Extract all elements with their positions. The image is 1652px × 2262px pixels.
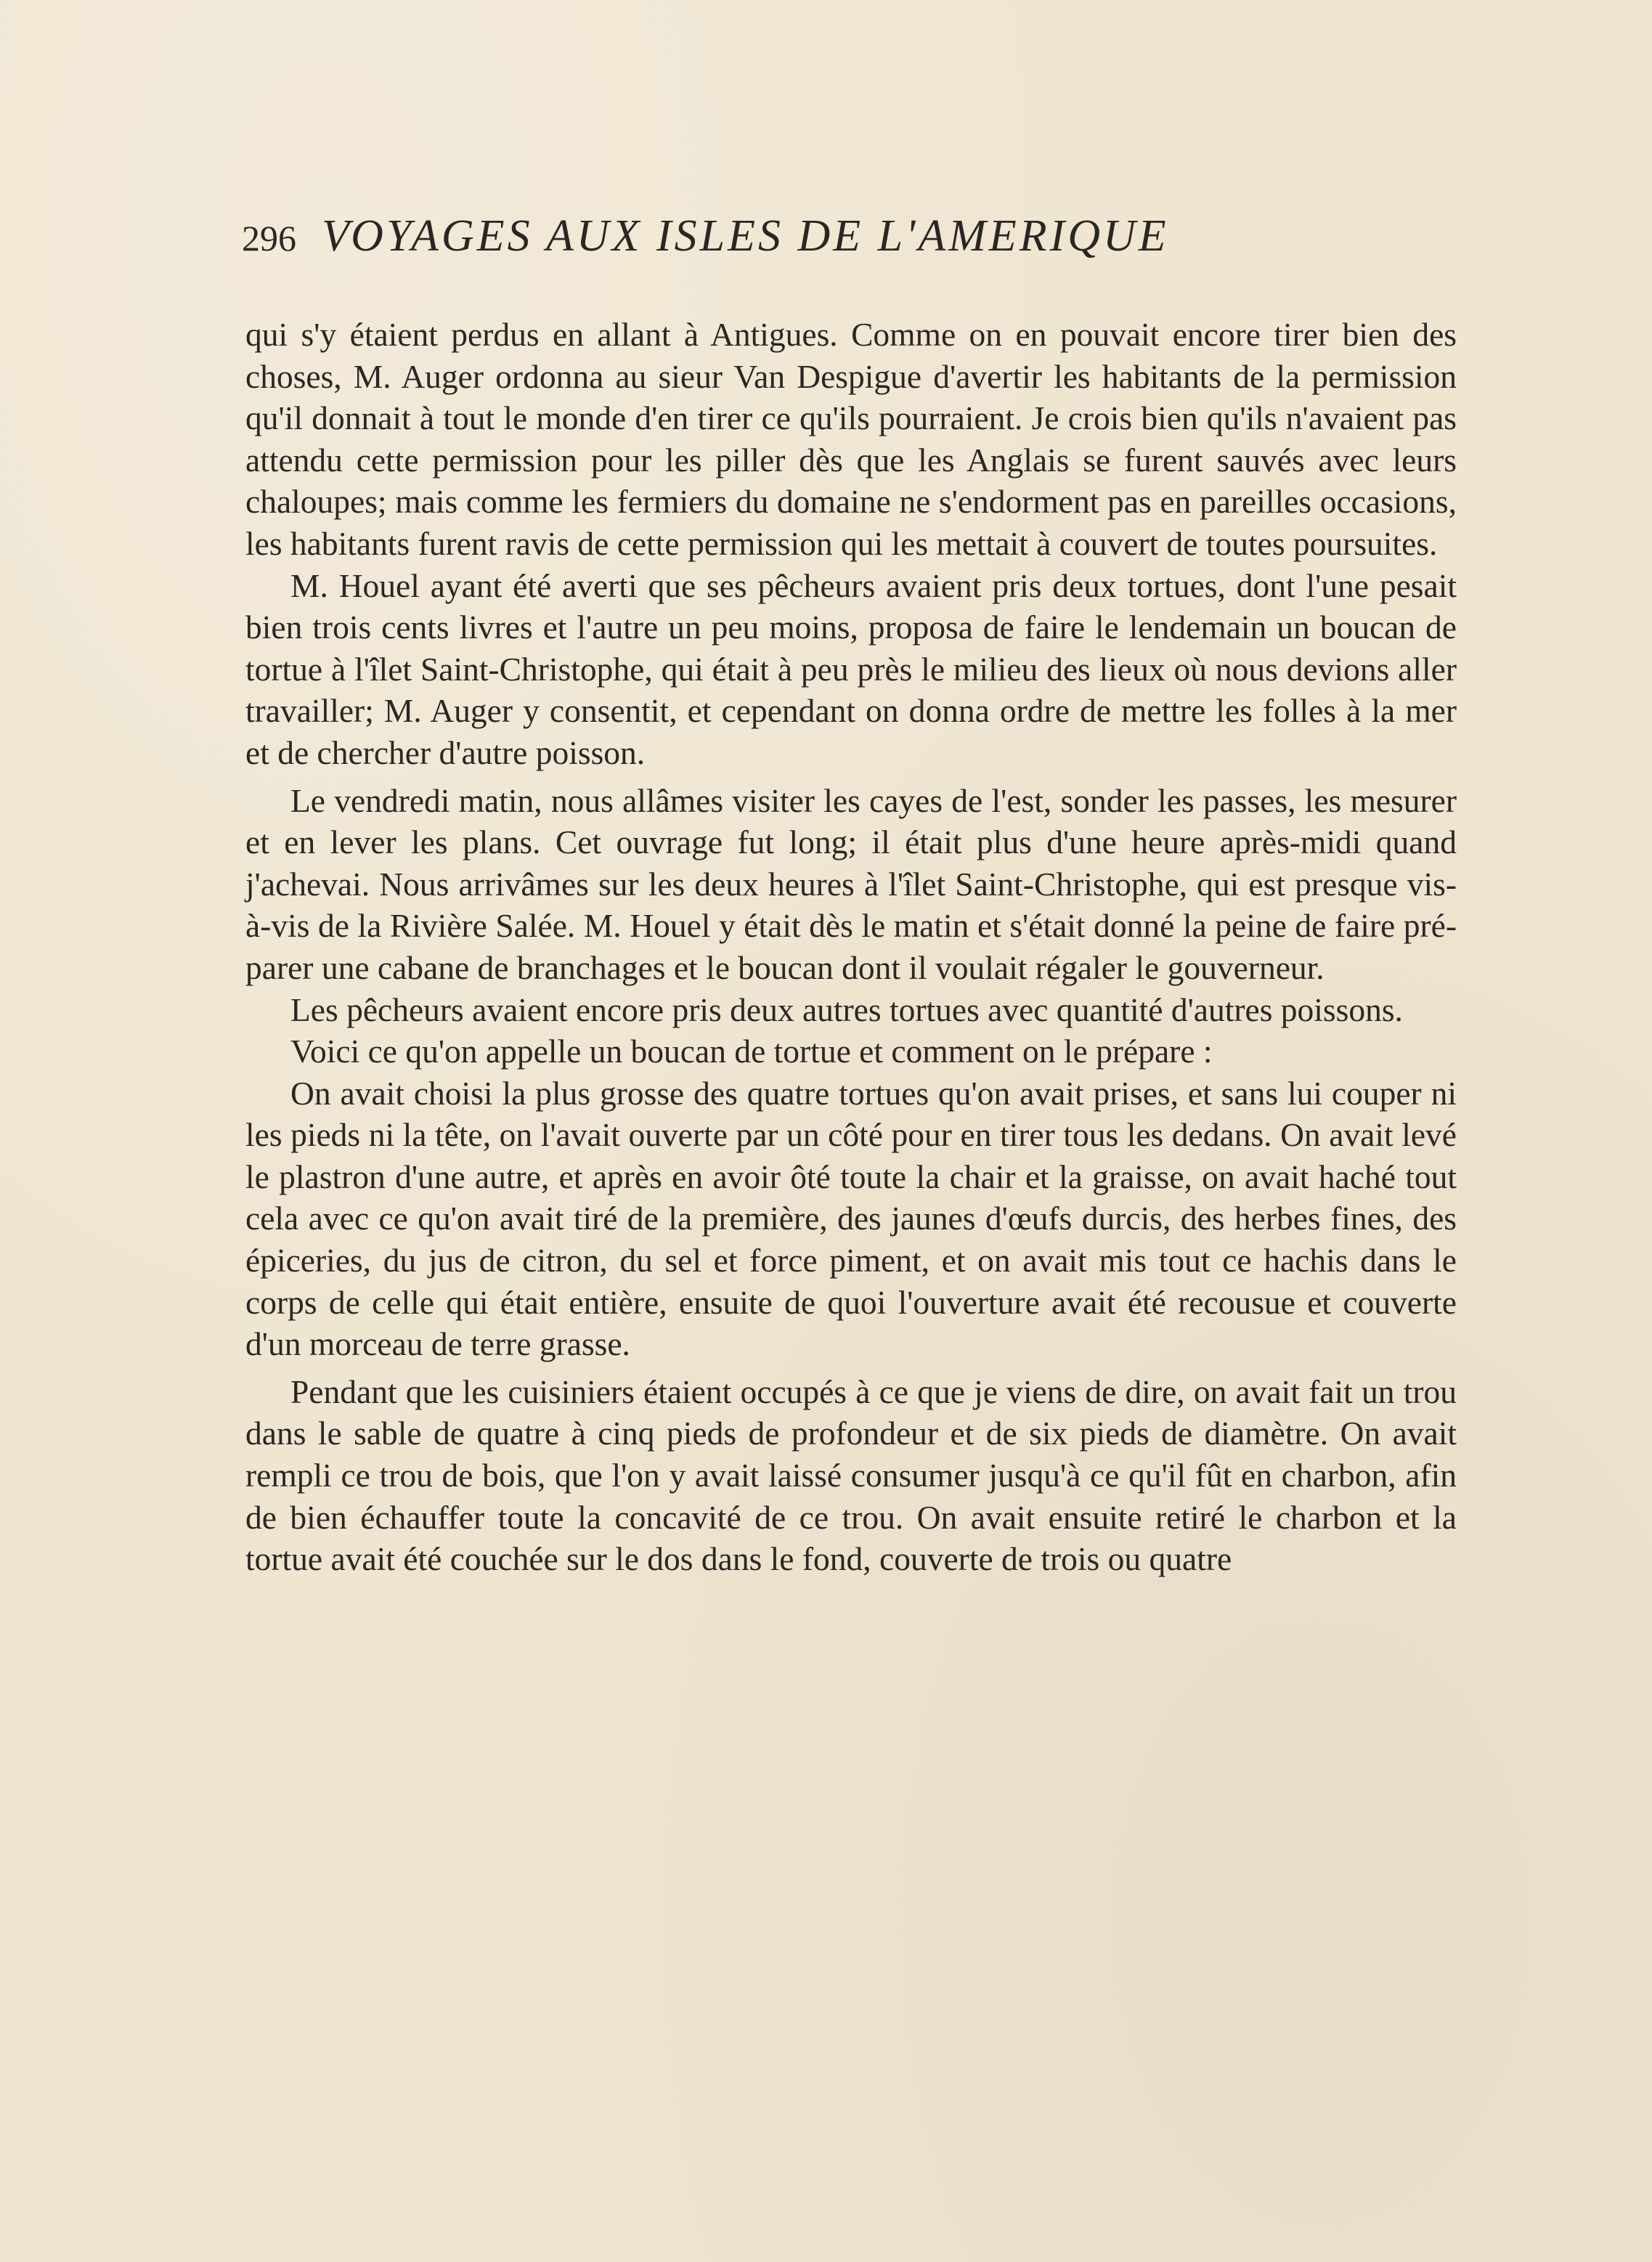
- body-text: [245, 314, 1457, 1580]
- paragraph: Pendant que les cuisiniers étaient occupés à ce que je viens de dire, on avait fait un trou dans le sable de quatre à cinq pieds de profondeur et de six pieds de diamètre. On avait rempli ce trou de bois, que l'on y avait laissé consumer jusqu'à ce qu'il fût en charbon, afin de bien échauffer toute la concavité de ce trou. On avait ensuite retiré le charbon et la tortue avait été couchée sur le dos dans le fond, couverte de trois ou quatre: [245, 1372, 1457, 1578]
- paragraph: On avait choisi la plus grosse des quatre tortues qu'on avait prises, et sans lui couper ni les pieds ni la tête, on l'avait ouverte par un côté pour en tirer tous les dedans. On avait levé le plastron d'une autre, et après en avoir ôté toute la chair et la graisse, on avait haché tout cela avec ce qu'on avait tiré de la première, des jaunes d'œufs durcis, des herbes fines, des épiceries, du jus de citron, du sel et force piment, et on avait mis tout ce hachis dans le corps de celle qui était entière, ensuite de quoi l'ouverture avait été recousue et couverte d'un morceau de terre grasse.: [245, 1074, 1457, 1363]
- paragraph: Les pêcheurs avaient encore pris deux autres tortues avec quantité d'autres poissons.: [290, 990, 1403, 1028]
- page-header: [242, 211, 1462, 276]
- running-title: VOYAGES AUX ISLES DE L'AMERIQUE: [322, 211, 1169, 261]
- page-number: 296: [242, 218, 296, 259]
- paragraph: M. Houel ayant été averti que ses pêcheurs avaient pris deux tortues, dont l'une pesait bien trois cents livres et l'autre un peu moins, proposa de faire le lendemain un boucan de tortue à l'îlet Saint-Christophe, qui était à peu près le milieu des lieux où nous devions aller travailler; M. Auger y consentit, et cependant on donna ordre de mettre les folles à la mer et de chercher d'autre poisson.: [245, 566, 1457, 771]
- paragraph: Voici ce qu'on appelle un boucan de tortue et comment on le prépare :: [290, 1033, 1213, 1070]
- paragraph-continued: qui s'y étaient perdus en allant à Antigues. Comme on en pouvait encore tirer bien des choses, M. Auger ordonna au sieur Van Despigue d'avertir les habitants de la permission qu'il donnait à tout le monde d'en tirer ce qu'ils pourraient. Je crois bien qu'ils n'avaient pas attendu cette permission pour les piller dès que les Anglais se furent sauvés avec leurs chaloupes; mais comme les fermiers du domaine ne s'endorment pas en pareilles occasions, les habitants furent ravis de cette permission qui les mettait à couvert de toutes poursuites.: [245, 316, 1457, 562]
- paragraph: Le vendredi matin, nous allâmes visiter les cayes de l'est, sonder les passes, les mesurer et en lever les plans. Cet ouvrage fut long; il était plus d'une heure après-midi quand j'achevai. Nous arrivâmes sur les deux heures à l'îlet Saint-Christophe, qui est presque vis-à-vis de la Rivière Salée. M. Houel y était dès le matin et s'était donné la peine de faire préparer une cabane de branchages et le boucan dont il voulait régaler le gouverneur.: [245, 781, 1457, 986]
